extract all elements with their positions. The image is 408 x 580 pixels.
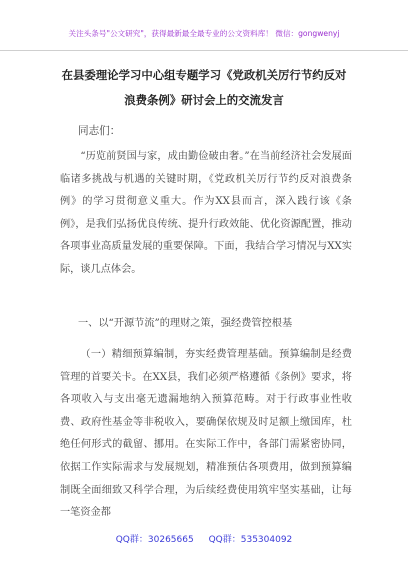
greeting: 同志们： <box>78 125 121 137</box>
footer-qq-group-1: QQ群：30265665 <box>115 535 194 545</box>
header-promo-text: 关注头条号"公文研究"，获得最新最全最专业的公文资料库！ 微信：gongwenyj <box>68 29 340 38</box>
document-title-line-2: 浪费条例》研讨会上的交流发言 <box>124 93 284 107</box>
section-paragraph: （一）精细预算编制，夯实经费管理基础。预算编制是经费管理的首要关卡。在XX县，我们必须严格遵循《条例》要求，将各项收入与支出毫无遗漏地纳入预算范畴。对于行政事业性收费、政府性基金等非税收入，要确保依规及时足额上缴国库，杜绝任何形式的截留、挪用。在实际工作中，各部门需紧密协同，依据工作实际需求与发展规划，精准预估各项费用，做到预算编制既全面细致又科学合理，为后续经费使用筑牢坚实基础，让每一笔资金都 <box>60 349 352 519</box>
section-heading: 一、以“开源节流”的理财之策，强经费管控根基 <box>78 318 293 329</box>
document-title-line-1: 在县委理论学习中心组专题学习《党政机关厉行节约反对 <box>61 68 347 82</box>
footer-qq-group-2: QQ群：535304092 <box>208 535 293 545</box>
intro-paragraph: “历览前贤国与家，成由勤俭破由奢。”在当前经济社会发展面临诸多挑战与机遇的关键时期，《党政机关厉行节约反对浪费条例》的学习贯彻意义重大。作为XX县而言，深入践行该《条例》，是我们弘扬优良传统、提升行政效能、优化资源配置，推动各项事业高质量发展的重要保障。下面，我结合学习情况与XX实际，谈几点体会。 <box>60 151 352 275</box>
page-header <box>0 0 408 51</box>
page-footer <box>0 532 408 545</box>
